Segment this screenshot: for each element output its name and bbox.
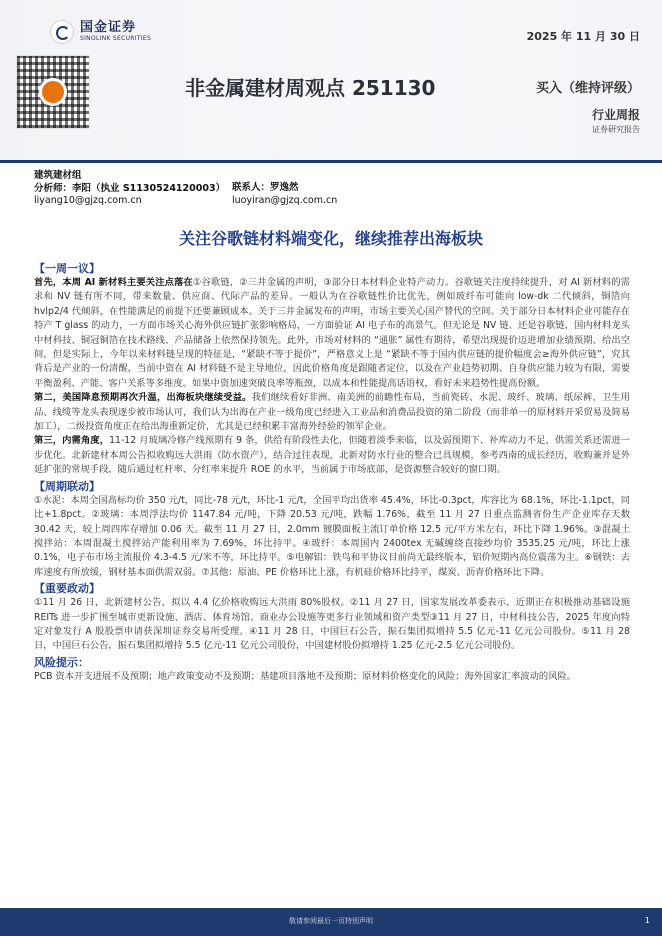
logo-cn: 国金证券 [80,20,137,35]
section-news-title: 【重要政动】 [34,582,100,596]
report-body [34,260,630,684]
headline: 关注谷歌链材料端变化，继续推荐出海板块 [178,229,483,248]
paragraph-5: ①11 月 26 日，北新建材公告，拟以 4.4 亿价格收购远大洪雨 80%股权。②11 月 27 日，国家发展改革委表示，近期正在积极推动基础设施 REITs 进一步扩围至城市更新设施、酒店、体育场馆、商业办公设施等更多行业领域和资产类型③11 月 27 日，中材科技公告，2025 年度向特定对象发行 A 股股票申请获深圳证券交易所受理。④11 月 28 日，中国巨石公告，振石集团拟增持 5.5 亿元-11 亿元公司股份。⑤11 月 28 日，中国巨石公告，振石集团拟增持 5.5 亿元-11 亿元公司股份，中国建材股份拟增持 1.25 亿元-2.5 亿元公司股份。 [34,597,630,652]
paragraph-2 [34,391,630,434]
section-risk-title: 风险提示： [34,655,89,669]
analyst-email[interactable]: liyang10@gjzq.com.cn [34,195,142,206]
p3-lead: 第三，内需角度， [34,435,110,447]
p2-lead: 第二，美国降息预期再次升温，出海板块继续受益。 [34,392,252,404]
section-cycle-title: 【周期联动】 [34,479,100,493]
p1-body: ①谷歌链，②三井金属的声明，③部分日本材料企业特产动力。谷歌链关注度持续提升，对 AI 新材料的需求和 NV 链有所不同，带来数量、供应商、代际产品的差异。一般认为在谷歌链性价比优先，例如玻纤布可能向 low-dk 二代倾斜，铜箔向 hvlp2/4 代倾斜，在性能满足的前提下还要兼顾成本。关于三井金属发布的声明，市场主要关心国产替代的空间。关于部分日本材料企业可能存在特产 T glass 的动力，一方面市场关心海外供应链扩张影响格局，一方面验证 AI 电子布的高景气。但无论是 NV 链、还是谷歌链，国内材料龙头中材科技、铜冠铜箔在技术路线、产品储备上依然保持领先。此外，市场对材料的 “通胀” 属性有期待，希望出现提价迈进增加业绩预期、给出空间，但是实际上，今年以来材料链呈现的特征是，“紧缺不等于提价”，严格意义上是 “紧缺不等于国内供应链的提价幅度会≥海外供应链”，究其背后是产业的一份清醒，当前中资在 AI 材料链不是主导地位，因此价格角度是跟随者定位，以及在产业趋势初期、自身供应能力较为有限，需要平衡盈利、产能、客户关系等多维度。如果中资加速突破良率等瓶颈，以成本和性能提高话语权，看好未来趋势性提高份额。 [34,277,630,389]
contact-label: 联系人： [232,182,271,193]
paragraph-3 [34,434,630,477]
report-date: 2025 年 11 月 30 日 [526,30,640,43]
analyst-name: 李阳（执业 S1130524120003） [72,182,226,194]
paragraph-6: PCB 资本开支进展不及预期；地产政策变动不及预期；基建项目落地不及预期；原材料价格变化的风险；海外国家汇率波动的风险。 [34,670,577,682]
report-header [0,0,662,160]
p3-body: 11-12 月玻璃冷修产线预期有 9 条，供给有阶段性去化，但随着淡季来临，以及弱预期下、补库动力不足，供需关系还需进一步优化。北新建材本周公告拟收购远大洪雨（防水资产），结合过往表现，北新对防水行业的整合已具规模，参考西南的成长经历，收购兼并是外延扩张的常规手段，随后通过杠杆率、分红率来提升 ROE 的水平，当前属于市场底部，是资源整合较好的窗口期。 [34,435,630,476]
contact-info [232,182,337,207]
contact-email[interactable]: luoyiran@gjzq.com.cn [232,194,338,206]
qr-badge-icon [39,78,67,106]
rating: 买入（维持评级） [535,81,640,96]
p1-lead: 首先，本周 AI 新材料主要关注点落在 [34,277,193,288]
logo-en: SINOLINK SECURITIES [80,35,152,42]
report-type: 行业周报 [591,108,640,122]
p2-body: 我们继续看好非洲、南美洲的前瞻性布局，当前瓷砖、水泥、玻纤、玻璃、纸尿裤、卫生用品、线缆等龙头表现逐步被市场认可，我们认为出海在产业一级角度已经进入工业品和消费品投资的第二阶段（而非单一的原材料开采贸易及简易加工），二级投资角度正在给出海重新定价，尤其是已经积累丰富海外经验的领军企业。 [34,392,630,433]
analyst-label: 分析师： [34,182,73,194]
qr-code-icon [16,55,90,129]
analyst-info [34,170,225,208]
paragraph-1 [34,276,630,391]
contact-name: 罗逸然 [270,182,299,193]
report-title: 非金属建材周观点 251130 [185,76,436,100]
footer-disclaimer[interactable]: 敬请参阅最后一页特别声明 [289,917,373,925]
page-footer [0,908,662,936]
logo-icon [50,20,74,44]
section-weekly-title: 【一周一议】 [34,262,100,275]
brand-logo [50,20,151,44]
header-divider [0,160,662,163]
paragraph-4: ①水泥：本周全国高标均价 350 元/t，同比-78 元/t，环比-1 元/t，全国平均出货率 45.4%，环比-0.3pct，库容比为 68.1%，环比-1.1pct，同比+1.8pct。②玻璃：本周浮法均价 1147.84 元/吨，下降 20.53 元/吨，跌幅 1.76%，截至 11 月 27 日重点监测省份生产企业库存天数 30.42 天，较上周四库存增加 0.06 天。截至 11 月 27 日，2.0mm 镀膜面板主流订单价格 12.5 元/平方米左右，环比下降 1.96%。③混凝土搅拌站：本周混凝土搅拌站产能利用率为 7.69%，环比持平。④玻纤：本周国内 2400tex 无碱缠绕直接纱均价 3535.25 元/吨，环比上涨 0.1%，电子布市场主流报价 4.3-4.5 元/米不等，环比持平。⑤电解铝：铁鸟和平协议目前尚无最终版本，铝价短期内高位震荡为主。⑥钢铁：去库速度有所放缓，钢材基本面供需双弱。⑦其他：原油、PE 价格环比上涨，有机硅价格环比持平，煤炭、沥青价格环比下降。 [34,494,630,578]
page-number: 1 [644,916,650,925]
group-name: 建筑建材组 [34,170,82,181]
report-subtitle: 证券研究报告 [592,125,640,134]
